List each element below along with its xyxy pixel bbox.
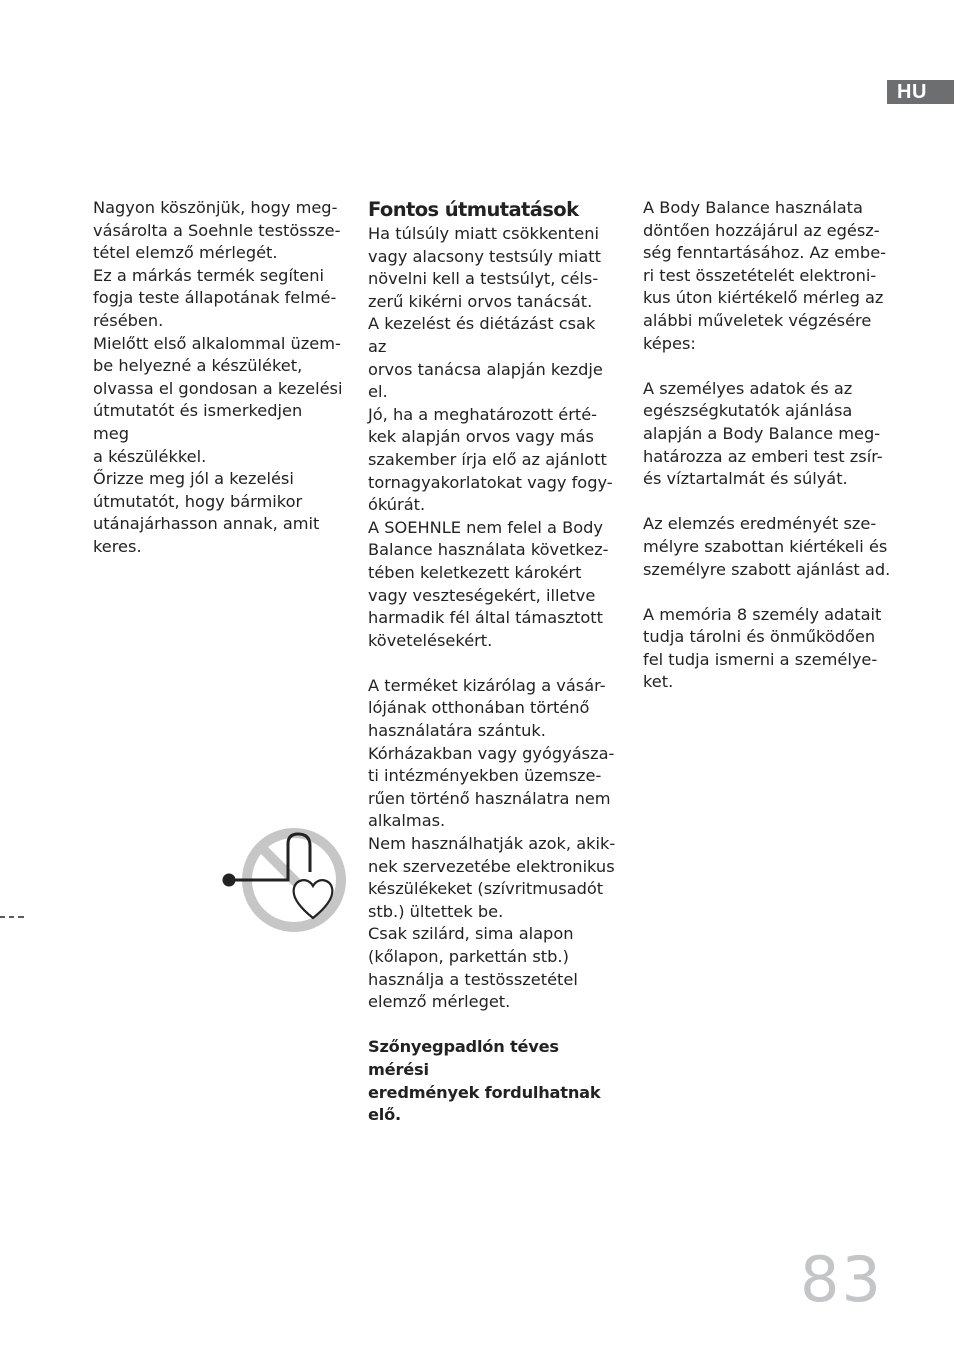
section-heading: Fontos útmutatások xyxy=(368,198,579,221)
text-line: és víztartalmát és súlyát. xyxy=(643,469,848,489)
paragraph xyxy=(643,378,893,491)
text-line: elemző mérleget. xyxy=(368,992,511,1012)
text-line: tében keletkezett károkért xyxy=(368,562,582,582)
text-line: ri test összetételét elektroni- xyxy=(643,265,877,285)
text-line: ti intézményekben üzemsze- xyxy=(368,766,602,786)
text-line: harmadik fél által támasztott xyxy=(368,608,603,628)
text-line: A memória 8 személy adatait xyxy=(643,604,882,624)
text-line: ség fenntartásához. Az embe- xyxy=(643,243,887,263)
text-line: lójának otthonában történő xyxy=(368,698,590,718)
text-line: tornagyakorlatokat vagy fogy- xyxy=(368,472,613,492)
page-number: 83 xyxy=(800,1243,883,1316)
text-line: A személyes adatok és az xyxy=(643,378,853,398)
text-line: egészségkutatók ajánlása xyxy=(643,401,853,421)
text-line: A SOEHNLE nem felel a Body xyxy=(368,517,603,537)
language-tab: HU xyxy=(887,80,954,104)
no-pacemaker-icon xyxy=(218,826,353,936)
text-line: Nem használhatják azok, akik- xyxy=(368,834,616,854)
text-line: alkalmas. xyxy=(368,811,446,831)
text-line: alapján a Body Balance meg- xyxy=(643,423,881,443)
text-line: Őrizze meg jól a kezelési xyxy=(93,469,294,489)
text-line: személyre szabott ajánlást ad. xyxy=(643,559,891,579)
text-line: be helyezné a készüléket, xyxy=(93,356,303,376)
text-line: Nagyon köszönjük, hogy meg- xyxy=(93,198,338,217)
text-line: követelésekért. xyxy=(368,630,493,650)
text-line: vásárolta a Soehnle testössze- xyxy=(93,220,341,240)
text-line: határozza az emberi test zsír- xyxy=(643,446,883,466)
text-line: kus úton kiértékelő mérleg az xyxy=(643,288,884,308)
instructions-block-1 xyxy=(368,223,618,652)
text-line: Mielőtt első alkalommal üzem- xyxy=(93,333,341,353)
text-line: vagy alacsony testsúly miatt xyxy=(368,246,601,266)
text-line: Kórházakban vagy gyógyásza- xyxy=(368,743,615,763)
text-line: Az elemzés eredményét sze- xyxy=(643,514,877,534)
text-line: fogja teste állapotának felmé- xyxy=(93,288,337,308)
text-line: képes: xyxy=(643,333,696,353)
text-line: Balance használata következ- xyxy=(368,540,609,560)
features-column xyxy=(643,197,893,694)
text-line: Ez a márkás termék segíteni xyxy=(93,265,325,285)
text-line: szakember írja elő az ajánlott xyxy=(368,449,607,469)
text-line: tudja tárolni és önműködően xyxy=(643,627,876,647)
text-line: növelni kell a testsúlyt, céls- xyxy=(368,269,599,289)
intro-column xyxy=(93,197,343,559)
text-line: ókúrát. xyxy=(368,495,426,515)
text-line: Jó, ha a meghatározott érté- xyxy=(368,404,598,424)
text-line: olvassa el gondosan a kezelési xyxy=(93,378,343,398)
text-line: zerű kikérni orvos tanácsát. xyxy=(368,291,593,311)
text-line: alábbi műveletek végzésére xyxy=(643,310,872,330)
text-line: (kőlapon, parkettán stb.) xyxy=(368,947,569,966)
text-line: útmutatót és ismerkedjen meg xyxy=(93,401,303,443)
text-line: használja a testösszetétel xyxy=(368,969,578,989)
instructions-column xyxy=(368,197,618,1127)
paragraph xyxy=(643,604,893,694)
text-line: eredmények fordulhatnak elő. xyxy=(368,1082,601,1125)
text-line: nek szervezetébe elektronikus xyxy=(368,856,615,876)
text-line: útmutatót, hogy bármikor xyxy=(93,491,303,511)
text-line: használatára szántuk. xyxy=(368,721,546,741)
text-line: a készülékkel. xyxy=(93,446,207,466)
paragraph xyxy=(643,513,893,581)
text-line: Ha túlsúly miatt csökkenteni xyxy=(368,224,599,243)
carpet-warning xyxy=(368,1036,618,1126)
instructions-block-2 xyxy=(368,675,618,1014)
text-line: ket. xyxy=(643,672,674,692)
text-line: kek alapján orvos vagy más xyxy=(368,427,594,447)
text-line: döntően hozzájárul az egész- xyxy=(643,220,880,240)
text-line: A Body Balance használata xyxy=(643,198,863,217)
text-line: el. xyxy=(368,382,388,402)
text-line: fel tudja ismerni a személye- xyxy=(643,649,878,669)
text-line: mélyre szabottan kiértékeli és xyxy=(643,536,888,556)
text-line: rűen történő használatra nem xyxy=(368,788,611,808)
text-line: tétel elemző mérlegét. xyxy=(93,243,278,263)
text-line: orvos tanácsa alapján kezdje xyxy=(368,359,603,379)
crop-mark xyxy=(0,915,30,919)
text-line: A kezelést és diétázást csak az xyxy=(368,314,596,356)
text-line: Csak szilárd, sima alapon xyxy=(368,924,574,944)
text-line: keres. xyxy=(93,536,142,556)
text-line: Szőnyegpadlón téves mérési xyxy=(368,1037,559,1079)
text-line: vagy veszteségekért, illetve xyxy=(368,585,596,605)
text-line: utánajárhasson annak, amit xyxy=(93,514,320,534)
text-line: stb.) ültettek be. xyxy=(368,901,504,921)
text-line: A terméket kizárólag a vásár- xyxy=(368,675,606,695)
text-line: résében. xyxy=(93,310,164,330)
paragraph xyxy=(643,197,893,355)
text-line: készülékeket (szívritmusadót xyxy=(368,879,604,899)
